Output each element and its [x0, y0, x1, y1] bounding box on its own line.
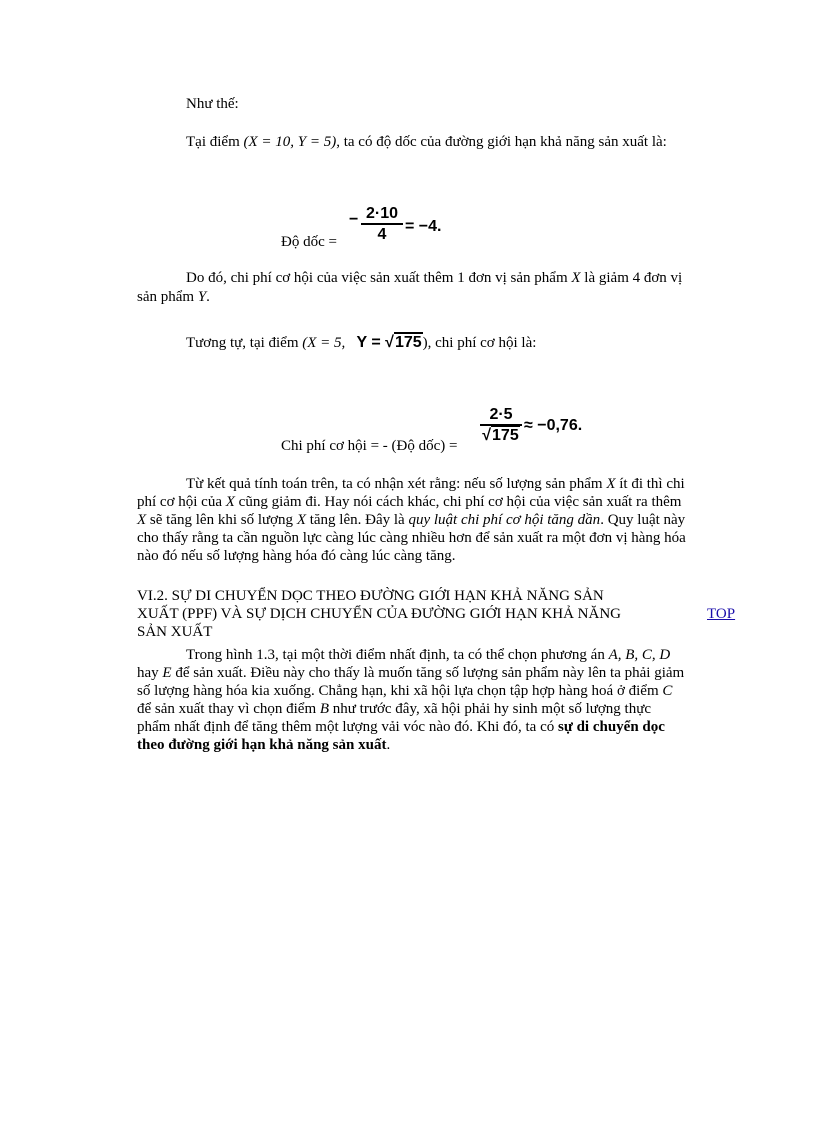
point-c: C — [662, 683, 673, 699]
text: . — [206, 289, 210, 305]
paragraph-point-1 — [186, 133, 786, 151]
paragraph-conclusion-line5: nào đó nếu số lượng hàng hóa đó càng lúc càng tăng. — [137, 548, 456, 564]
text: Từ kết quả tính toán trên, ta có nhận xét rằng: nếu số lượng sản phẩm — [186, 476, 607, 492]
text: ), chi phí cơ hội là: — [422, 335, 537, 351]
paragraph-conclusion-line4: cho thấy rằng ta cần nguồn lực càng lúc càng nhiều hơn để sản xuất ra một đơn vị hàng hóa — [137, 530, 686, 546]
paragraph-cost-line1 — [186, 269, 786, 287]
text: sản phẩm — [137, 289, 198, 305]
slope-fraction — [361, 205, 403, 243]
paragraph-conclusion-line3 — [137, 511, 737, 529]
text: phí cơ hội của — [137, 494, 226, 510]
text: sẽ tăng lên khi số lượng — [146, 512, 297, 528]
var-x: X — [571, 270, 581, 286]
section-heading-line3: SẢN XUẤT — [137, 624, 213, 640]
text: , ta có độ dốc của đường giới hạn khả năng sản xuất là: — [336, 134, 667, 150]
text: cũng giảm đi. Hay nói cách khác, chi phí cơ hội của việc sản xuất ra thêm — [234, 494, 682, 510]
slope-numerator: 2·10 — [365, 205, 399, 222]
paragraph-example-line4 — [137, 700, 737, 718]
paragraph-point-2 — [186, 334, 786, 352]
cost-numerator: 2·5 — [489, 406, 513, 423]
slope-denominator: 4 — [377, 226, 387, 243]
cost-label: Chi phí cơ hội = - (Độ dốc) = — [281, 438, 458, 454]
paragraph-example-line1 — [186, 646, 786, 664]
var-x: X — [606, 476, 616, 492]
slope-result: = −4. — [405, 218, 442, 235]
bold-term: theo đường giới hạn khả năng sản xuất — [137, 737, 387, 753]
section-heading-line2: XUẤT (PPF) VÀ SỰ DỊCH CHUYỂN CỦA ĐƯỜNG GIỚI HẠN KHẢ NĂNG — [137, 606, 621, 622]
sqrt-value: 175 — [394, 334, 422, 351]
text: Tương tự, tại điểm — [186, 335, 303, 351]
slope-minus: − — [349, 211, 359, 228]
law-name: quy luật chi phí cơ hội tăng dần — [408, 512, 601, 528]
paragraph-cost-line2 — [137, 288, 737, 306]
text: tăng lên. Đây là — [305, 512, 409, 528]
paragraph-intro: Như thế: — [186, 96, 239, 112]
point-b: B — [319, 701, 330, 717]
cost-denominator — [482, 427, 519, 444]
paragraph-example-line2 — [137, 664, 737, 682]
sqrt-symbol: √175 — [385, 334, 422, 351]
var-x: X — [137, 512, 147, 528]
paragraph-conclusion-line2 — [137, 493, 737, 511]
option-e: E — [162, 665, 172, 681]
text: Trong hình 1.3, tại một thời điểm nhất định, ta có thể chọn phương án — [186, 647, 609, 663]
text: để sản xuất. Điều này cho thấy là muốn tăng số lượng sản phẩm này lên ta phải giảm — [171, 665, 685, 681]
text: hay — [137, 665, 163, 681]
text: số lượng hàng hóa kia xuống. Chẳng hạn, khi xã hội lựa chọn tập hợp hàng hoá ở điểm — [137, 683, 663, 699]
text: là giảm 4 đơn vị — [580, 270, 683, 286]
point-label: (X = 5, — [302, 335, 346, 351]
y-eq-label: Y = — [356, 334, 381, 351]
text: . Quy luật này — [600, 512, 686, 528]
text: Do đó, chi phí cơ hội của việc sản xuất thêm 1 đơn vị sản phẩm — [186, 270, 572, 286]
paragraph-example-line6 — [137, 736, 737, 754]
sqrt-value: 175 — [492, 427, 519, 444]
bold-term: sự di chuyển dọc — [557, 719, 665, 735]
paragraph-example-line5 — [137, 718, 737, 736]
top-link[interactable]: TOP — [707, 606, 736, 622]
fraction-bar — [361, 223, 403, 225]
paragraph-conclusion-line1 — [186, 475, 786, 493]
text: . — [386, 737, 391, 753]
var-x: X — [296, 512, 306, 528]
slope-label: Độ dốc = — [281, 234, 337, 250]
text: phẩm nhất định để tăng thêm một lượng vải vóc nào đó. Khi đó, ta có — [137, 719, 558, 735]
text: Tại điểm — [186, 134, 244, 150]
cost-result: ≈ −0,76. — [524, 417, 583, 434]
cost-fraction — [480, 406, 522, 444]
y-equation — [357, 334, 423, 351]
text: để sản xuất thay vì chọn điểm — [137, 701, 320, 717]
var-x: X — [225, 494, 235, 510]
point-label: (X = 10, Y = 5) — [243, 134, 337, 150]
sqrt-symbol: √175 — [482, 427, 519, 444]
var-y: Y — [197, 289, 207, 305]
section-heading-line1: VI.2. SỰ DI CHUYỂN DỌC THEO ĐƯỜNG GIỚI HẠN KHẢ NĂNG SẢN — [137, 588, 604, 604]
text: như trước đây, xã hội phải hy sinh một số lượng thực — [329, 701, 652, 717]
options-list: A, B, C, D — [608, 647, 671, 663]
text: ít đi thì chi — [615, 476, 685, 492]
paragraph-example-line3 — [137, 682, 737, 700]
